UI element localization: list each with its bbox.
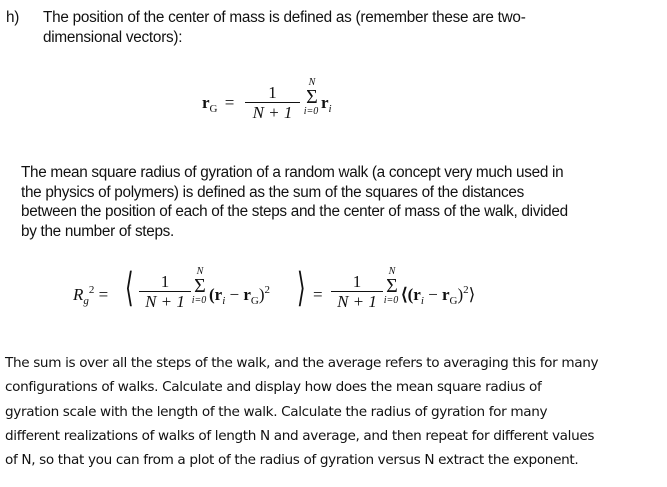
text-line: the physics of polymers) is defined as the sum of the squares of the distances xyxy=(21,183,524,201)
subscript-g: G xyxy=(250,295,259,307)
sum-lower-limit: i=0 xyxy=(303,106,319,117)
equals-sign: = xyxy=(224,93,235,112)
sum-upper-limit: N xyxy=(388,266,396,277)
vector-r-symbol: r xyxy=(321,93,329,112)
left-angle-bracket-icon: ⟨ xyxy=(125,265,134,310)
text-line: of N, so that you can from a plot of the radius of gyration versus N extract the exponent. xyxy=(5,452,579,469)
sum-lower-limit: i=0 xyxy=(383,295,399,306)
subscript-g: g xyxy=(83,295,89,307)
vector-r-symbol: r xyxy=(442,285,450,304)
equals-sign: = xyxy=(313,285,323,304)
text-line: by the number of steps. xyxy=(21,222,174,240)
superscript-2: 2 xyxy=(264,284,271,296)
subscript-i: i xyxy=(328,103,332,115)
vector-r-symbol: r xyxy=(243,285,251,304)
summation xyxy=(303,78,321,117)
minus-sign: − xyxy=(423,285,442,304)
minus-sign: − xyxy=(225,285,244,304)
superscript-2: 2 xyxy=(463,284,469,296)
fraction-numerator: 1 xyxy=(352,272,362,291)
equation-lhs xyxy=(202,93,234,113)
r-g-symbol: R xyxy=(73,285,84,304)
fraction-numerator: 1 xyxy=(268,83,277,102)
task-paragraph xyxy=(5,351,665,472)
vector-r-symbol: r xyxy=(202,93,210,112)
text-line: dimensional vectors): xyxy=(43,29,183,46)
superscript-2: 2 xyxy=(88,284,95,296)
section-h-intro xyxy=(6,8,566,48)
right-angle-bracket-icon: ⟩ xyxy=(468,285,476,304)
text-line: different realizations of walks of length N and average, and then repeat for different values xyxy=(5,427,595,444)
text-line: The sum is over all the steps of the walk, and the average refers to averaging this for many xyxy=(5,355,599,371)
equals-sign: = xyxy=(98,285,109,304)
fraction xyxy=(139,272,191,311)
vector-r-symbol: ⟨(r xyxy=(401,285,421,304)
right-angle-bracket-icon: ⟩ xyxy=(297,265,306,310)
fraction-denominator: N + 1 xyxy=(145,292,185,311)
definition-paragraph xyxy=(21,163,621,241)
sigma-icon: Σ xyxy=(194,275,206,297)
summation xyxy=(191,267,209,306)
subscript-i: i xyxy=(420,295,424,307)
fraction xyxy=(331,272,383,311)
fraction-numerator: 1 xyxy=(160,272,170,291)
text-line: gyration scale with the length of the walk. Calculate the radius of gyration for many xyxy=(5,403,548,420)
summand-averaged xyxy=(401,285,475,305)
summand xyxy=(321,93,332,113)
sigma-icon: Σ xyxy=(306,86,318,108)
fraction-denominator: N + 1 xyxy=(252,103,293,122)
fraction-denominator: N + 1 xyxy=(337,292,377,311)
vector-r-symbol: (r xyxy=(209,285,223,304)
equation-lhs xyxy=(73,285,108,305)
text-line: The position of the center of mass is defined as (remember these are two- xyxy=(43,9,526,26)
sum-lower-limit: i=0 xyxy=(191,295,207,306)
sum-upper-limit: N xyxy=(308,77,316,88)
subscript-i: i xyxy=(222,295,226,307)
summation xyxy=(383,267,401,306)
text-line: between the position of each of the steps and the center of mass of the walk, divided xyxy=(21,203,568,220)
sigma-icon: Σ xyxy=(386,275,398,297)
close-paren: ) xyxy=(457,285,464,304)
text-line: configurations of walks. Calculate and display how does the mean square radius of xyxy=(5,379,542,396)
list-marker: h) xyxy=(6,9,20,26)
subscript-g: G xyxy=(209,103,218,115)
close-paren: ) xyxy=(258,285,265,304)
fraction xyxy=(245,83,300,122)
subscript-g: G xyxy=(449,295,458,307)
summand xyxy=(209,285,270,305)
sum-upper-limit: N xyxy=(196,266,204,277)
text-line: The mean square radius of gyration of a random walk (a concept very much used in xyxy=(21,164,564,181)
